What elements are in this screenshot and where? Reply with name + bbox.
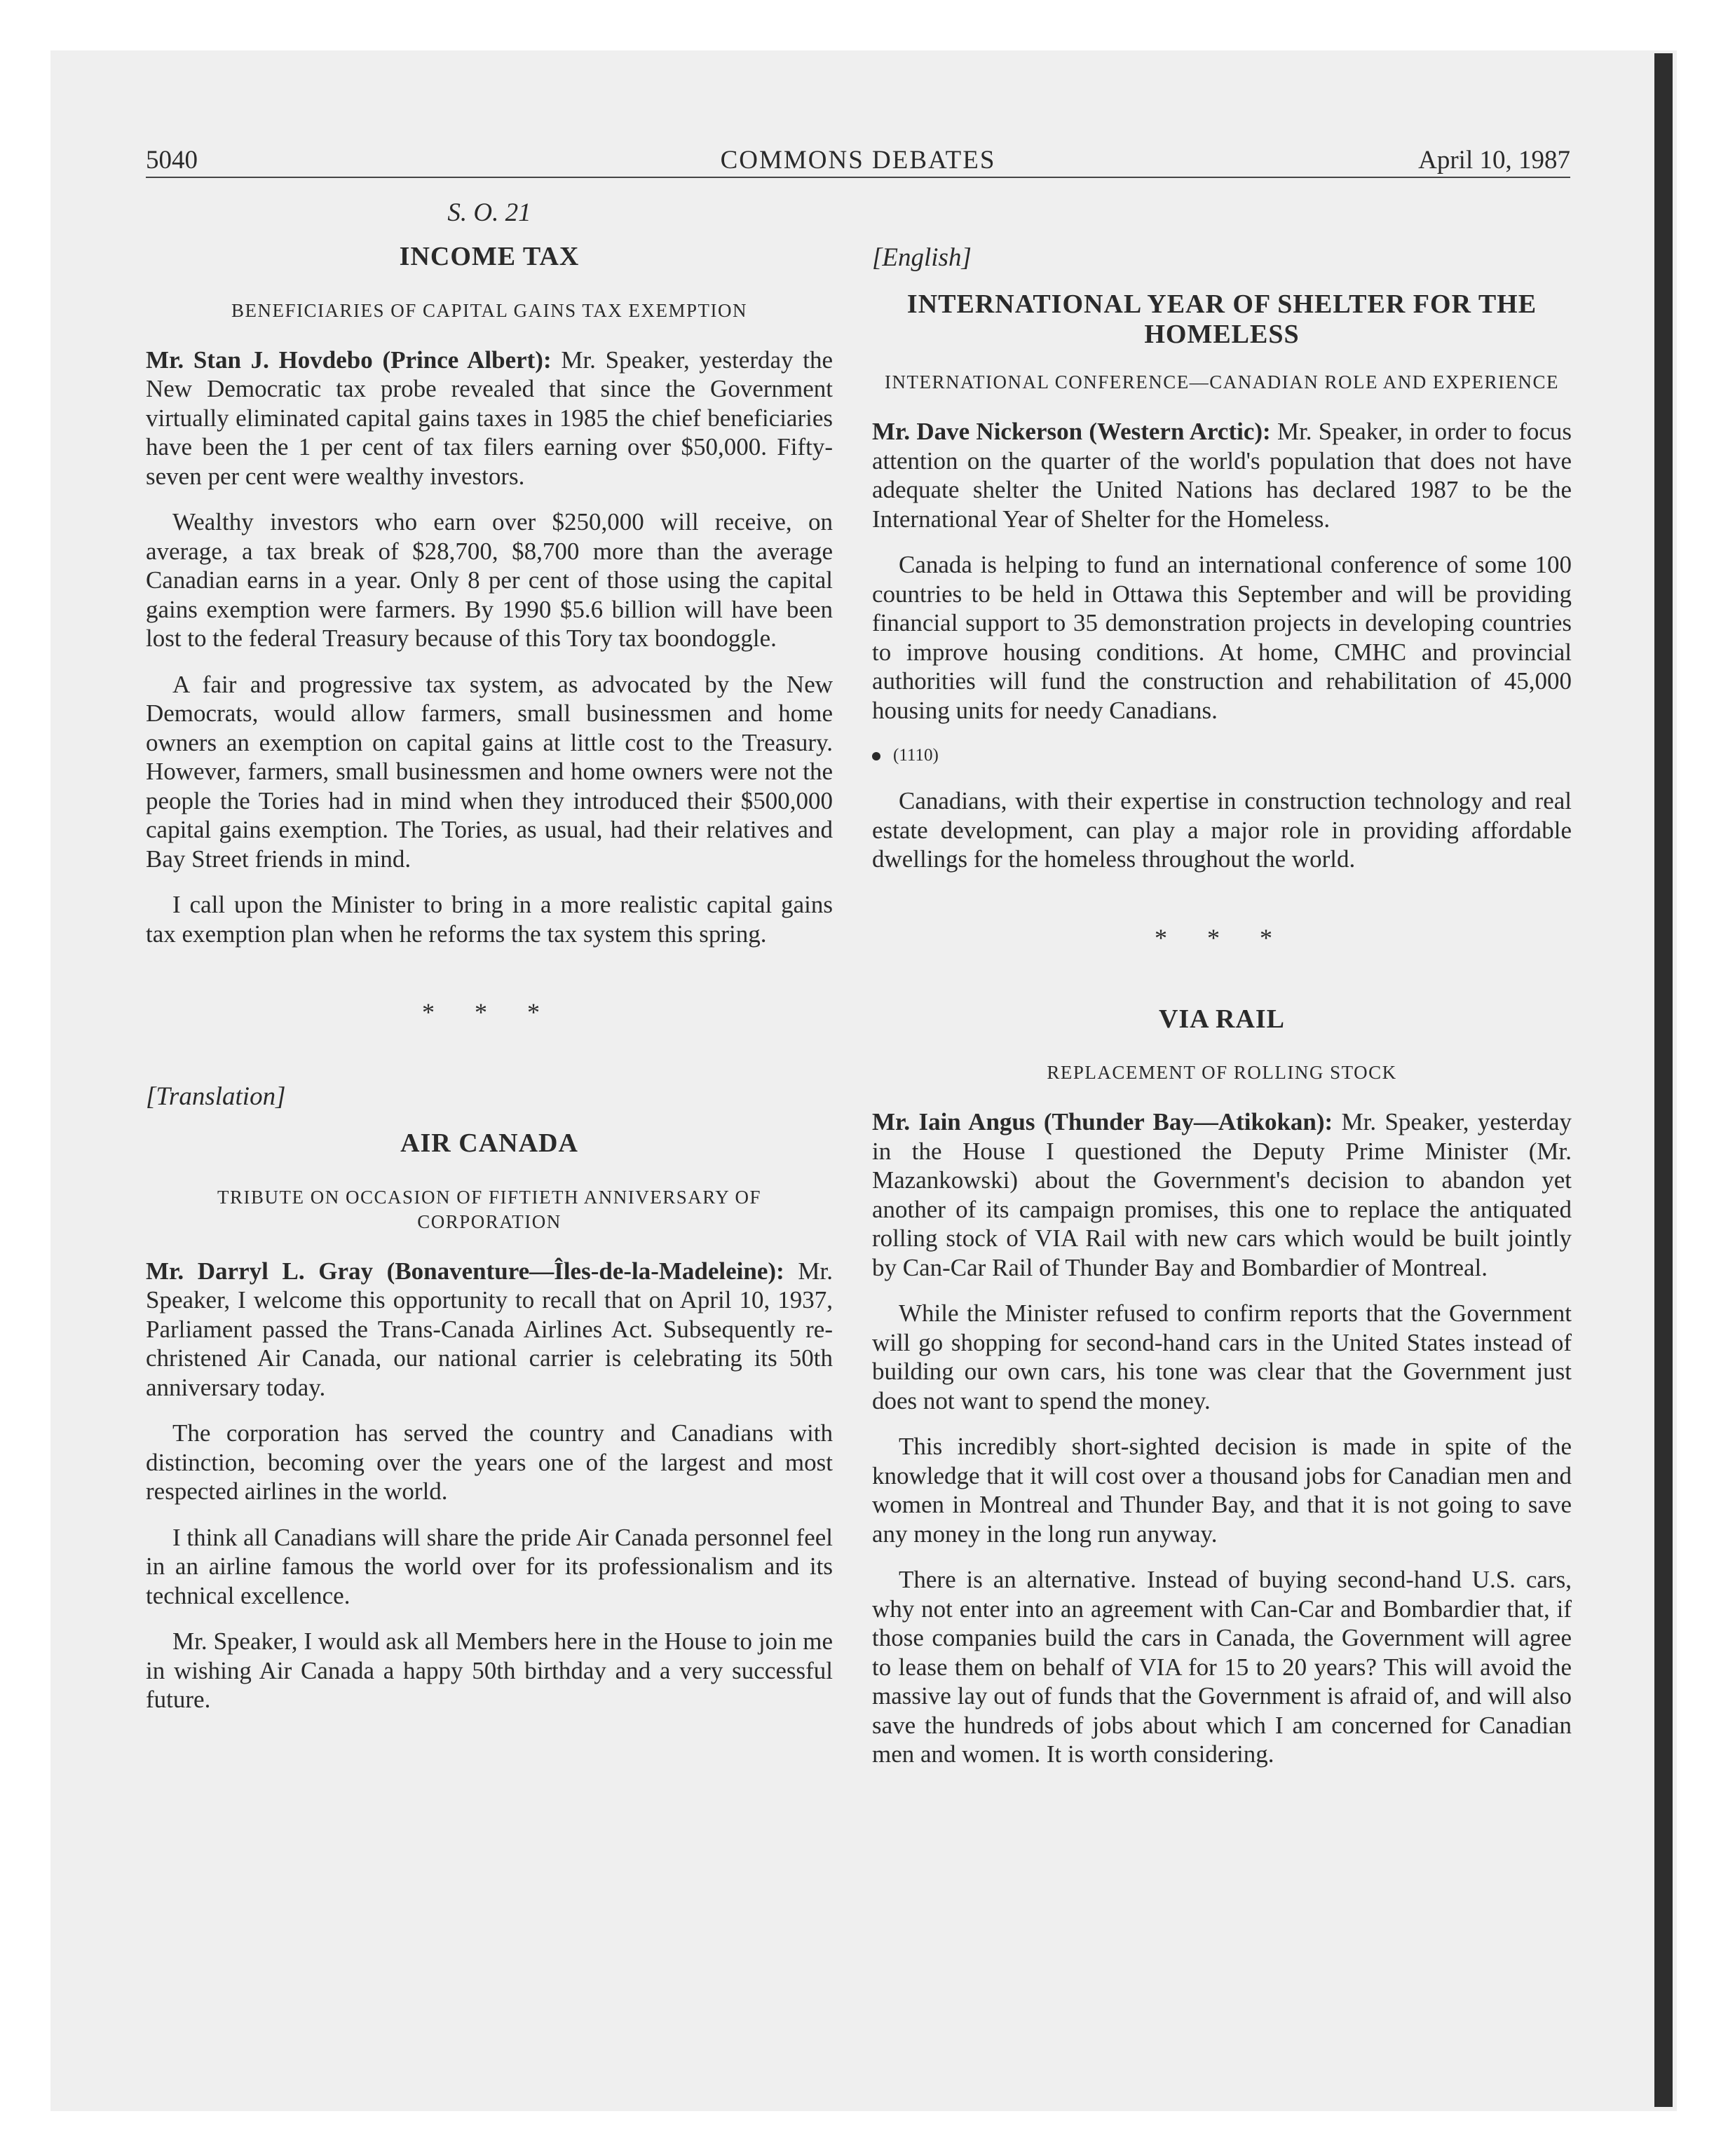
section-subheading: REPLACEMENT OF ROLLING STOCK	[1047, 1062, 1397, 1084]
speaker-name: Mr. Dave Nickerson (Western Arctic):	[872, 418, 1271, 446]
paragraph: I call upon the Minister to bring in a more realistic capital gains tax exemption plan when he reforms the tax system this spring.	[146, 891, 833, 948]
paragraph: The corporation has served the country and Canadians with distinction, becoming over the years one of the largest and most respected airlines in the world.	[146, 1419, 833, 1506]
section-subheading: BENEFICIARIES OF CAPITAL GAINS TAX EXEMPTION	[231, 299, 747, 321]
running-title: COMMONS DEBATES	[720, 146, 996, 175]
section-heading: VIA RAIL	[1158, 1004, 1286, 1034]
section-heading: AIR CANADA	[400, 1128, 578, 1159]
section-subheading: TRIBUTE ON OCCASION OF FIFTIETH ANNIVERSARY OF CORPORATION	[217, 1186, 762, 1232]
right-column	[872, 189, 1572, 1786]
paragraph: Canada is helping to fund an international conference of some 100 countries to be held in Ottawa this September and will be providing financial support to 35 demonstration projects in developing countries to improve housing conditions. At home, CMHC and provincial authorities will fund the construction and rehabilitation of 45,000 housing units for needy Canadians.	[872, 551, 1572, 724]
speaker-name: Mr. Iain Angus (Thunder Bay—Atikokan):	[872, 1108, 1333, 1136]
section-subheading: INTERNATIONAL CONFERENCE—CANADIAN ROLE AND EXPERIENCE	[885, 371, 1559, 393]
scan-edge-bar	[1654, 53, 1673, 2107]
bullet-icon	[872, 752, 880, 760]
paragraph: Canadians, with their expertise in construction technology and real estate development, can play a major role in providing affordable dwellings for the homeless throughout the world.	[872, 787, 1572, 873]
paragraph: There is an alternative. Instead of buying second-hand U.S. cars, why not enter into an agreement with Can-Car and Bombardier that, if those companies build the cars in Canada, the Government will agree to lease them on behalf of VIA for 15 to 20 years? This will avoid the massive lay out of funds that the Government is afraid of, and will also save the hundreds of jobs about which I am concerned for Canadian men and women. It is worth considering.	[872, 1566, 1572, 1768]
page-number: 5040	[146, 146, 198, 175]
paragraph: Mr. Speaker, I would ask all Members here in the House to join me in wishing Air Canada a happy 50th birthday and a very successful future.	[146, 1628, 833, 1714]
paragraph: While the Minister refused to confirm reports that the Government will go shopping for second-hand cars in the United States instead of building our own cars, his tone was clear that the Government just does not want to spend the money.	[872, 1299, 1572, 1414]
paragraph: Wealthy investors who earn over $250,000 will receive, on average, a tax break of $28,700, $8,700 more than the average Canadian earns in a year. Only 8 per cent of those using the capital gains exemption were farmers. By 1990 $5.6 billion will have been lost to the federal Treasury because of this Tory tax boondoggle.	[146, 508, 833, 653]
page-date: April 10, 1987	[1418, 146, 1570, 175]
paragraph: This incredibly short-sighted decision is made in spite of the knowledge that it will cost over a thousand jobs for Canadian men and women in Montreal and Thunder Bay, and that it is not going to save any money in the long run anyway.	[872, 1433, 1572, 1548]
standing-order-label: S. O. 21	[447, 198, 531, 227]
language-tag: [English]	[872, 243, 972, 272]
section-separator: * * *	[422, 998, 557, 1027]
section-heading: INCOME TAX	[399, 242, 580, 271]
speaker-name: Mr. Stan J. Hovdebo (Prince Albert):	[146, 346, 552, 374]
paragraph: Mr. Iain Angus (Thunder Bay—Atikokan): Mr. Speaker, yesterday in the House I questioned the Deputy Prime Minister (Mr. Mazankowski) about the Government's decision to abandon yet another of its campaign promises, this one to replace the antiquated rolling stock of VIA Rail with new cars which would be built jointly by Can-Car Rail of Thunder Bay and Bombardier of Montreal.	[872, 1108, 1572, 1281]
section-separator: * * *	[1155, 923, 1289, 952]
time-marker: (1110)	[872, 746, 1572, 765]
left-column	[146, 189, 833, 1731]
paragraph: Mr. Dave Nickerson (Western Arctic): Mr. Speaker, in order to focus attention on the quarter of the world's population that does not have adequate shelter the United Nations has declared 1987 to be the International Year of Shelter for the Homeless.	[872, 418, 1572, 533]
paragraph: A fair and progressive tax system, as advocated by the New Democrats, would allow farmers, small businessmen and home owners an exemption on capital gains at little cost to the Treasury. However, farmers, small businessmen and home owners were not the people the Tories had in mind when they introduced their $500,000 capital gains exemption. The Tories, as usual, had their relatives and Bay Street friends in mind.	[146, 670, 833, 873]
page-header	[146, 140, 1570, 178]
paragraph: Mr. Darryl L. Gray (Bonaventure—Îles-de-la-Madeleine): Mr. Speaker, I welcome this opportunity to recall that on April 10, 1937, Parliament passed the Trans-Canada Airlines Act. Subsequently re-christened Air Canada, our national carrier is celebrating its 50th anniversary today.	[146, 1257, 834, 1401]
speaker-name: Mr. Darryl L. Gray (Bonaventure—Îles-de-la-Madeleine):	[146, 1257, 784, 1285]
paragraph: Mr. Stan J. Hovdebo (Prince Albert): Mr. Speaker, yesterday the New Democratic tax probe revealed that since the Government virtually eliminated capital gains taxes in 1985 the chief beneficiaries have been the 1 per cent of tax filers earning over $50,000. Fifty-seven per cent were wealthy investors.	[146, 346, 834, 490]
section-heading: INTERNATIONAL YEAR OF SHELTER FOR THE HOMELESS	[906, 289, 1537, 349]
paragraph: I think all Canadians will share the pride Air Canada personnel feel in an airline famous the world over for its professionalism and its technical excellence.	[146, 1523, 833, 1609]
language-tag: [Translation]	[146, 1082, 286, 1112]
